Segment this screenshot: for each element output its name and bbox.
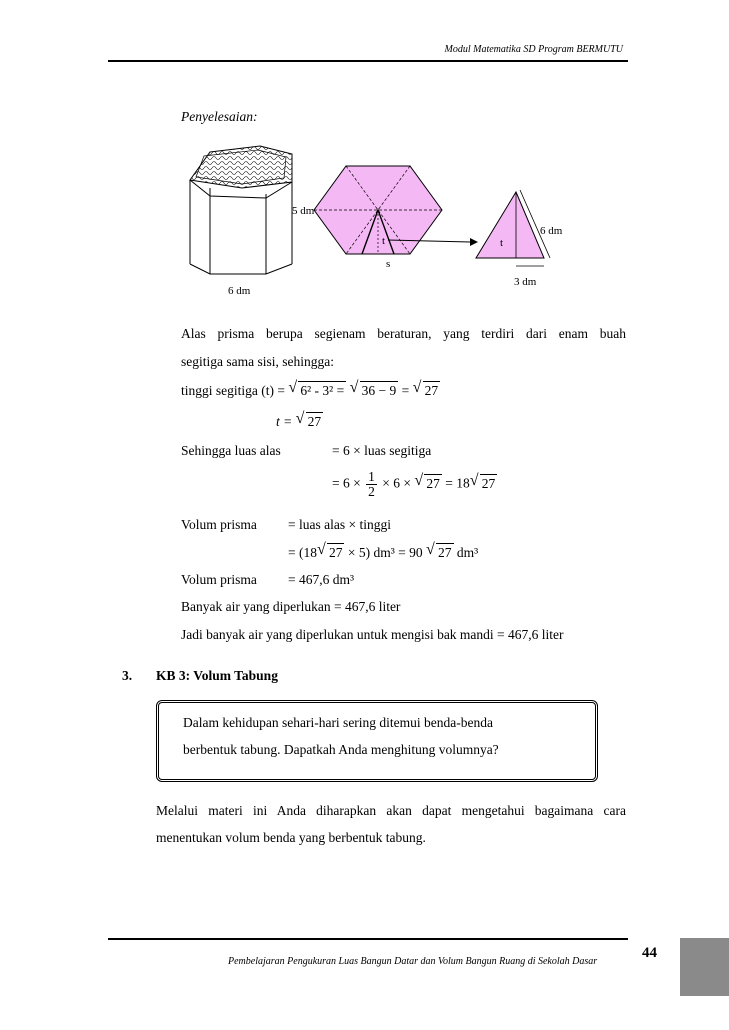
luas-line-1: = 6 × luas segitiga [332,443,432,458]
fraction-half [366,470,377,499]
page-tab [680,938,729,996]
equilateral-triangle [476,190,550,266]
tinggi-line [181,381,440,400]
tinggi-expr-2: 36 − 9 [361,383,397,398]
t-label: t = [276,414,293,429]
vol-line-1: = luas alas × tinggi [288,517,391,532]
jadi-line: Jadi banyak air yang diperlukan untuk mengisi bak mandi = 467,6 liter [181,627,564,642]
sqrt-luas-1 [414,474,442,493]
vol-l2-b: × 5) dm³ = 90 [347,545,423,560]
tinggi-expr-3: 27 [424,383,439,398]
para-line-1: Alas prisma berupa segienam beraturan, yang terdiri dari enam buah [181,326,626,341]
vol-line-3: = 467,6 dm³ [288,572,355,587]
vol-label-2: Volum prisma [181,572,257,587]
box-line-1: Dalam kehidupan sehari-hari sering ditemui benda-benda [183,715,494,730]
t-line [276,412,323,431]
intro-line-1: Melalui materi ini Anda diharapkan akan dapat mengetahui bagaimana cara [156,803,626,818]
triangle-t-label: t [500,237,504,249]
luas-l2-r2: 27 [481,475,496,491]
vol-l2-c: dm³ [456,545,479,560]
luas-label: Sehingga luas alas [181,443,281,458]
footer-rule [108,938,628,940]
luas-line-2 [332,470,497,499]
frac-denominator: 2 [368,484,375,499]
sqrt-vol-2 [426,543,454,562]
figure-prism-hexagon-triangle [180,140,600,310]
luas-l2-r1: 27 [426,475,440,491]
sqrt-1 [288,381,346,400]
luas-l2-a: = 6 × [332,475,361,491]
solution-label: Penyelesaian: [181,109,258,124]
luas-l2-c: = 18 [445,475,470,491]
page-number: 44 [642,945,657,961]
hexagon-t-label: t [382,235,386,247]
frac-numerator: 1 [368,469,375,484]
para-line-2: segitiga sama sisi, sehingga: [181,354,334,369]
luas-l2-b: × 6 × [382,475,411,491]
prism-height-label: 5 dm [292,205,315,217]
tinggi-expr-1: 6² - 3² = [300,383,345,398]
tinggi-eq: = [401,383,410,398]
t-val: 27 [307,414,322,429]
sqrt-luas-2 [470,474,498,493]
section-number: 3. [122,668,133,683]
hexagon-s-label: s [386,258,391,270]
hexagonal-prism [190,146,292,274]
vol-l2-r1: 27 [328,545,343,560]
header-title: Modul Matematika SD Program BERMUTU [444,44,623,55]
hexagon-base [314,166,478,254]
prism-base-label: 6 dm [228,285,251,297]
vol-line-2 [288,543,478,562]
triangle-half-label: 3 dm [514,276,537,288]
box-line-2: berbentuk tabung. Dapatkah Anda menghitung volumnya? [183,742,499,757]
tinggi-label: tinggi segitiga (t) = [181,383,285,398]
header-rule [108,60,628,62]
sqrt-3 [413,381,441,400]
footer-text: Pembelajaran Pengukuran Luas Bangun Datar dan Volum Bangun Ruang di Sekolah Dasar [228,956,598,967]
vol-l2-a: = (18 [288,545,317,560]
triangle-side-label: 6 dm [540,225,563,237]
sqrt-t [296,412,324,431]
section-title: KB 3: Volum Tabung [156,668,278,683]
vol-l2-r2: 27 [438,545,452,560]
sqrt-2 [350,381,399,400]
air-line: Banyak air yang diperlukan = 467,6 liter [181,599,401,614]
intro-line-2: menentukan volum benda yang berbentuk tabung. [156,830,426,845]
sqrt-vol-1 [317,543,345,562]
vol-label-1: Volum prisma [181,517,257,532]
